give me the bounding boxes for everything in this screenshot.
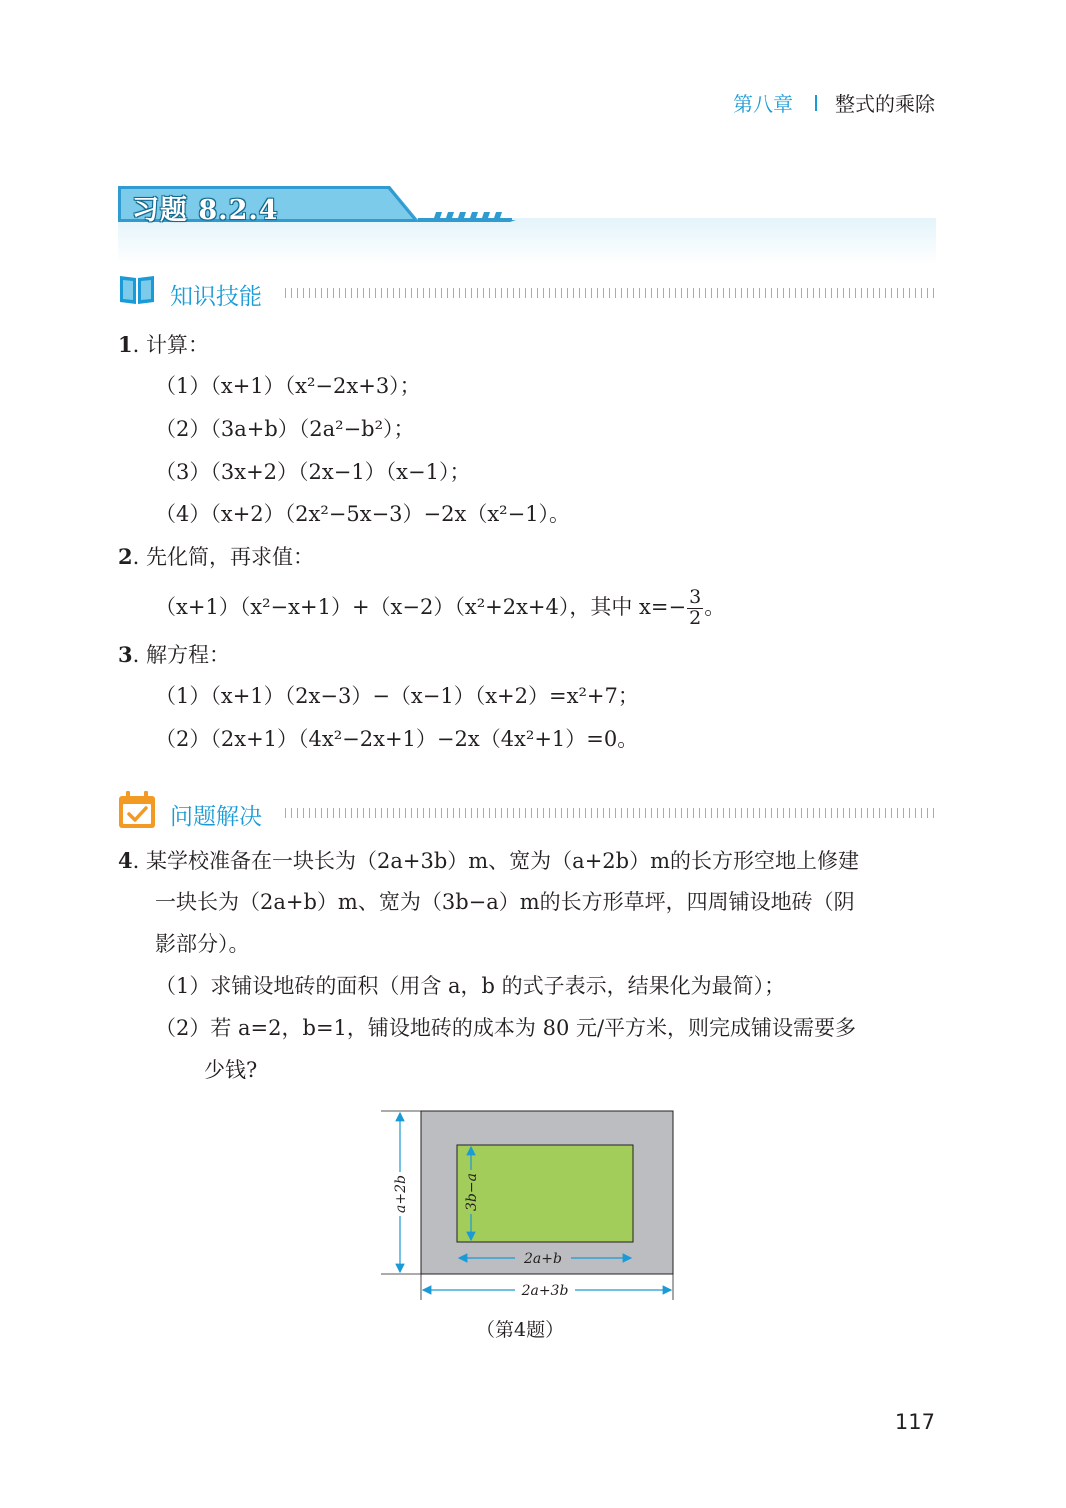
- book-icon: [118, 272, 156, 306]
- figure-q4: [375, 1100, 685, 1305]
- question-stem: 计算：: [145, 333, 209, 357]
- inner-height-label: 3b−a: [464, 1173, 480, 1211]
- question-number: 4: [118, 848, 133, 873]
- question-text-line-2: 一块长为（2a+b）m、宽为（3b−a）m的长方形草坪，四周铺设地砖（阴: [155, 890, 855, 914]
- q2-expression: [155, 588, 725, 629]
- q4-part-2: （2）若 a=2，b=1，铺设地砖的成本为 80 元/平方米，则完成铺设需要多: [155, 1016, 857, 1040]
- outer-width-label: 2a+3b: [521, 1283, 569, 1299]
- fraction: [687, 588, 703, 629]
- inner-lawn-rectangle: [457, 1145, 633, 1242]
- fraction-numerator: 3: [689, 586, 702, 608]
- question-2: 2. 先化简，再求值：: [118, 544, 314, 569]
- question-4: 4. 某学校准备在一块长为（2a+3b）m、宽为（a+2b）m的长方形空地上修建: [118, 848, 860, 873]
- q1-part-2: （2）（3a+b）（2a²−b²）；: [155, 417, 415, 441]
- exercise-label: 习题 8.2.4: [132, 195, 279, 226]
- question-1: 1. 计算：: [118, 332, 209, 357]
- calendar-check-icon: [118, 790, 156, 830]
- question-number: 2: [118, 544, 133, 569]
- question-stem: 解方程：: [145, 643, 230, 667]
- expression-end: 。: [704, 594, 726, 619]
- section-title-skills: 知识技能: [170, 284, 262, 310]
- section-divider: [285, 288, 937, 298]
- section-title-problem: 问题解决: [170, 804, 262, 830]
- q1-part-3: （3）（3x+2）（2x−1）（x−1）；: [155, 460, 471, 484]
- inner-width-label: 2a+b: [524, 1251, 562, 1267]
- q1-part-4: （4）（x+2）（2x²−5x−3）−2x（x²−1）。: [155, 502, 571, 526]
- q4-part-1: （1）求铺设地砖的面积（用含 a，b 的式子表示，结果化为最简）；: [155, 974, 786, 998]
- q4-part-2-cont: 少钱?: [204, 1058, 258, 1082]
- expression-text: （x+1）（x²−x+1）+（x−2）（x²+2x+4），其中 x=−: [155, 594, 687, 619]
- q3-part-2: （2）（2x+1）（4x²−2x+1）−2x（4x²+1）=0。: [155, 727, 639, 751]
- question-stem: 先化简，再求值：: [145, 545, 314, 569]
- chapter-label: 第八章: [733, 92, 793, 116]
- page-number: 117: [894, 1410, 935, 1434]
- fraction-denominator: 2: [689, 606, 702, 629]
- section-divider: [285, 808, 937, 818]
- question-number: 3: [118, 642, 133, 667]
- question-text-line-1: 某学校准备在一块长为（2a+3b）m、宽为（a+2b）m的长方形空地上修建: [145, 849, 860, 873]
- question-3: 3. 解方程：: [118, 642, 230, 667]
- q3-part-1: （1）（x+1）（2x−3）−（x−1）（x+2）=x²+7；: [155, 684, 639, 708]
- question-text-line-3: 影部分）。: [155, 932, 250, 956]
- figure-caption: （第4题）: [476, 1319, 565, 1341]
- outer-height-label: a+2b: [393, 1175, 409, 1213]
- q1-part-1: （1）（x+1）（x²−2x+3）；: [155, 374, 421, 398]
- chapter-title: 整式的乘除: [835, 92, 935, 116]
- question-number: 1: [118, 332, 133, 357]
- header-divider: [815, 95, 817, 111]
- running-header: [733, 88, 935, 117]
